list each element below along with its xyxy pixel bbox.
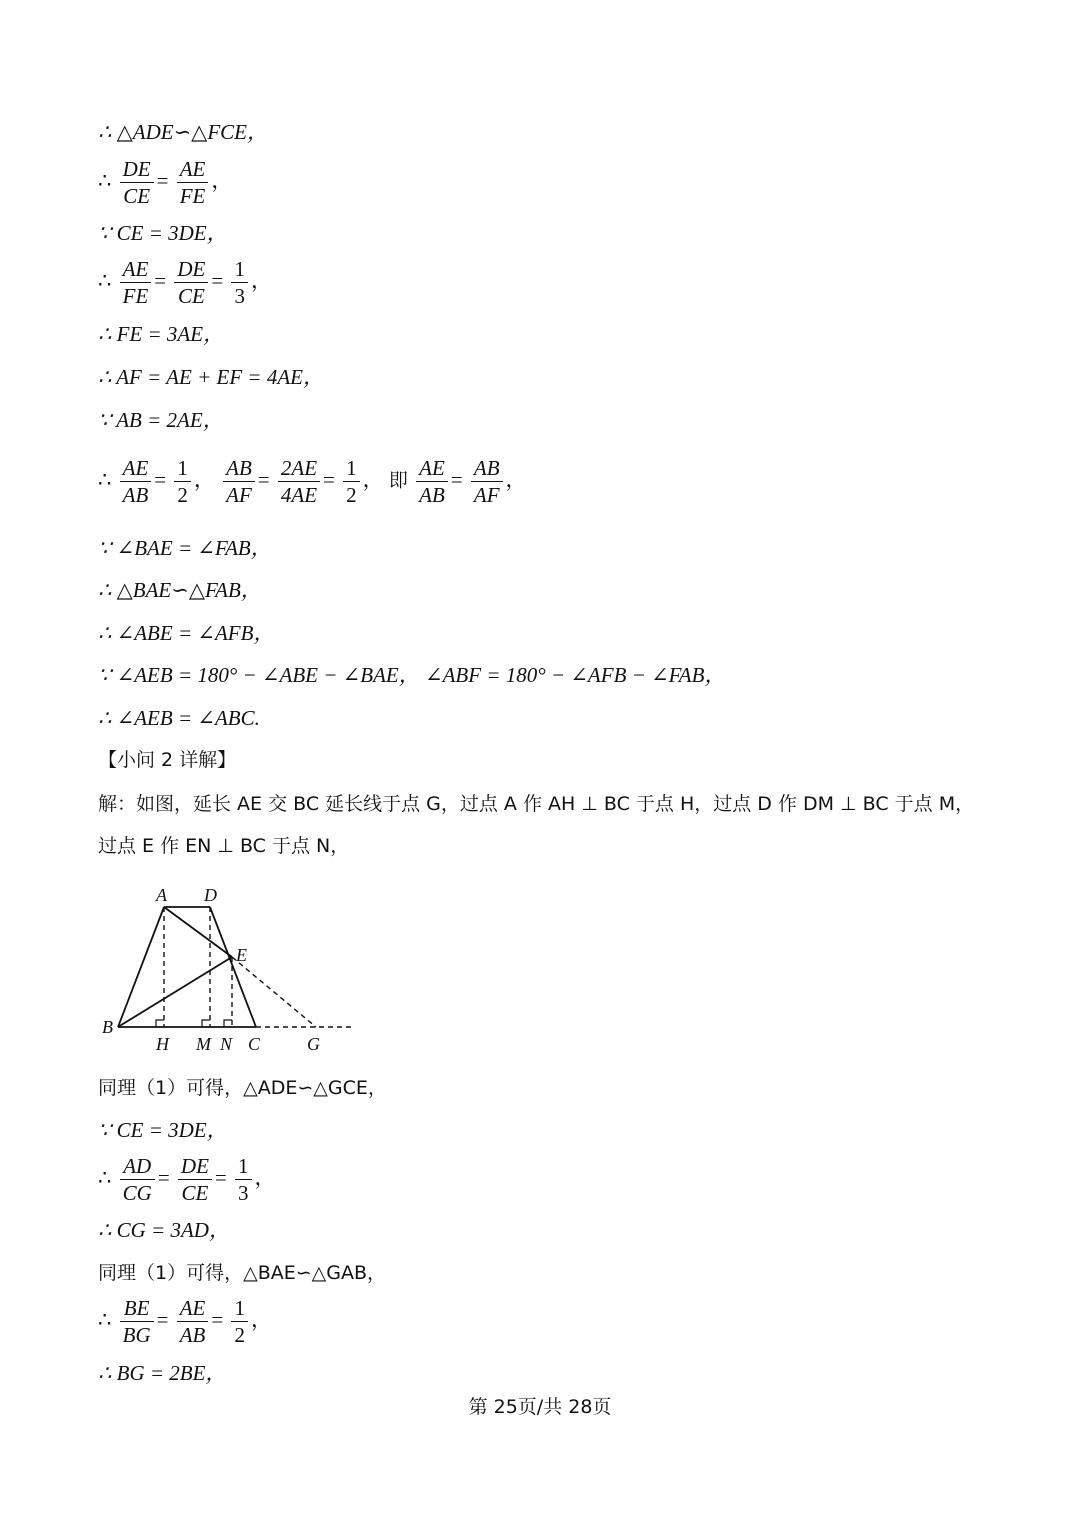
fraction: $\frac{1}{2}$ <box>174 455 191 508</box>
section-heading: 【小问 2 详解】 <box>98 749 237 771</box>
fraction: $\frac{AE}{AB}$ <box>416 455 448 508</box>
line-conclusion-aeb-abc: ∴ ∠AEB = ∠ABC. <box>98 706 260 730</box>
line-bg-2be: ∴ BG = 2BE， <box>98 1361 227 1385</box>
line-similar-ade-fce: ∴ △ADE∽△FCE， <box>98 120 268 144</box>
geometry-figure <box>96 880 366 1060</box>
solution-text-2: 过点 E 作 EN ⊥ BC 于点 N， <box>98 835 350 857</box>
fraction: $\frac{DE}{CE}$ <box>178 1153 212 1206</box>
line-fe-3ae: ∴ FE = 3AE， <box>98 322 225 346</box>
line-cg-3ad: ∴ CG = 3AD， <box>98 1218 230 1242</box>
fraction: $\frac{AB}{AF}$ <box>471 455 503 508</box>
label-g: G <box>307 1034 320 1054</box>
fraction: $\frac{BE}{BG}$ <box>120 1295 154 1348</box>
line-ratio-ae-ab: ∴ $\frac{AE}{AB}$ = $\frac{1}{2}$ ， $\frac{AB}{AF}$ = $\frac{2AE}{4AE}$ = $\frac{1}{2}$ ， 即 $\frac{AE}{AB}$ = $\frac{AB}{AF}$ ， <box>98 456 527 507</box>
segment-ab <box>118 907 164 1027</box>
right-angle-h <box>156 1020 164 1027</box>
line-ratio-ae-fe: ∴ $\frac{AE}{FE}$ = $\frac{DE}{CE}$ = $\frac{1}{3}$ ， <box>98 257 272 308</box>
ji-label: 即 <box>388 469 408 492</box>
fraction: $\frac{1}{3}$ <box>231 256 248 309</box>
fraction: $\frac{DE}{CE}$ <box>174 256 208 309</box>
label-m: M <box>196 1034 211 1054</box>
line-ratio-ad-cg: ∴ $\frac{AD}{CG}$ = $\frac{DE}{CE}$ = $\frac{1}{3}$ ， <box>98 1154 276 1205</box>
line-ab-2ae: ∵ AB = 2AE， <box>98 408 224 432</box>
line-ratio-de-ce: ∴ $\frac{DE}{CE}$ = $\frac{AE}{FE}$ ， <box>98 157 233 208</box>
line-angle-bae-fab: ∵ ∠BAE = ∠FAB， <box>98 536 272 560</box>
line-ce-3de-2: ∵ CE = 3DE， <box>98 1118 228 1142</box>
label-n: N <box>220 1034 233 1054</box>
fraction: $\frac{AE}{AB}$ <box>177 1295 209 1348</box>
fraction: $\frac{DE}{CE}$ <box>120 156 154 209</box>
fraction: $\frac{1}{2}$ <box>231 1295 248 1348</box>
line-similar-ade-gce: 同理（1）可得，△ADE∽△GCE， <box>98 1077 387 1099</box>
label-c: C <box>248 1034 261 1054</box>
line-angle-abe-afb: ∴ ∠ABE = ∠AFB， <box>98 621 275 645</box>
label-d: D <box>204 885 217 905</box>
fraction: $\frac{1}{3}$ <box>235 1153 252 1206</box>
label-b: B <box>102 1017 113 1037</box>
fraction: $\frac{AB}{AF}$ <box>223 455 255 508</box>
line-af-4ae: ∴ AF = AE + EF = 4AE， <box>98 365 324 389</box>
line-similar-bae-gab: 同理（1）可得，△BAE∽△GAB， <box>98 1262 387 1284</box>
line-ce-3de: ∵ CE = 3DE， <box>98 221 228 245</box>
right-angle-n <box>224 1020 232 1027</box>
fraction: $\frac{AE}{FE}$ <box>120 256 152 309</box>
right-angle-m <box>202 1020 210 1027</box>
line-angle-sum: ∵ ∠AEB = 180° − ∠ABE − ∠BAE， ∠ABF = 180° − ∠AFB − ∠FAB， <box>98 663 726 687</box>
label-h: H <box>156 1034 169 1054</box>
fraction: $\frac{1}{2}$ <box>343 455 360 508</box>
segment-eg-dashed <box>232 957 316 1027</box>
solution-text-1: 解：如图，延长 AE 交 BC 延长线于点 G，过点 A 作 AH ⊥ BC 于点 H，过点 D 作 DM ⊥ BC 于点 M， <box>98 793 975 815</box>
label-e: E <box>236 945 247 965</box>
line-ratio-be-bg: ∴ $\frac{BE}{BG}$ = $\frac{AE}{AB}$ = $\frac{1}{2}$ ， <box>98 1296 272 1347</box>
fraction: $\frac{AE}{AB}$ <box>120 455 152 508</box>
fraction: $\frac{AD}{CG}$ <box>120 1153 155 1206</box>
page-footer: 第 25页/共 28页 <box>468 1396 612 1418</box>
label-a: A <box>156 885 167 905</box>
fraction: $\frac{AE}{FE}$ <box>177 156 209 209</box>
segment-be <box>118 957 232 1027</box>
fraction: $\frac{2AE}{4AE}$ <box>278 455 320 508</box>
segment-ae <box>164 907 232 957</box>
line-similar-bae-fab: ∴ △BAE∽△FAB， <box>98 578 262 602</box>
